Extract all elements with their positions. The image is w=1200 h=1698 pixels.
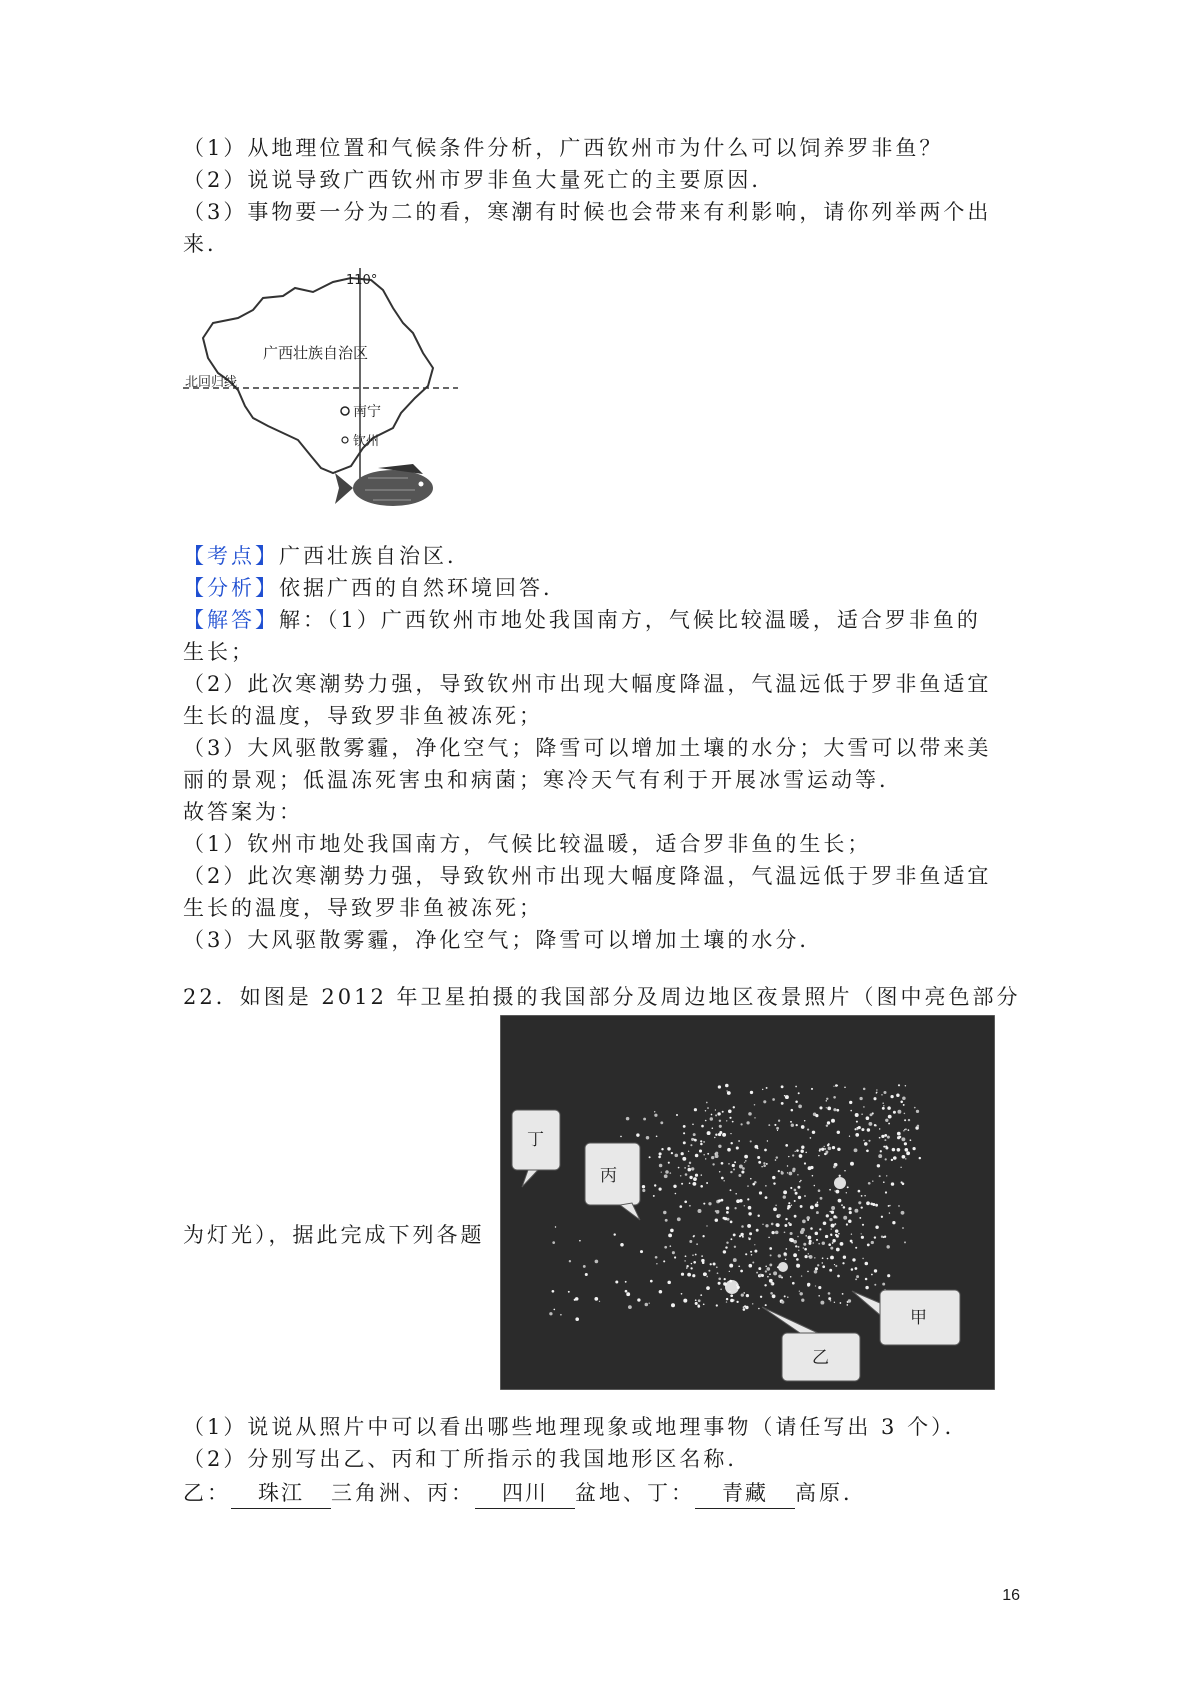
kaodian-label: 【考点】 [183, 544, 279, 568]
nanning-label: 南宁 [353, 404, 381, 420]
svg-text:丁: 丁 [527, 1130, 544, 1150]
answer-line3: 生长的温度，导致罗非鱼被冻死； [183, 896, 543, 920]
guangxi-outline [203, 278, 433, 473]
bing-suffix: 盆地、丁： [575, 1481, 695, 1505]
bing-answer-blank: 四川 [475, 1478, 575, 1509]
jieda-line2: 生长； [183, 640, 255, 664]
jieda-line6: 丽的景观；低温冻死害虫和病菌；寒冷天气有利于开展冰雪运动等． [183, 768, 903, 792]
kaodian-line [183, 541, 1023, 571]
answer-line4: （3）大风驱散雾霾，净化空气；降雪可以增加土壤的水分． [183, 928, 824, 952]
answer-line1: （1）钦州市地处我国南方，气候比较温暖，适合罗非鱼的生长； [183, 832, 872, 856]
svg-text:乙: 乙 [812, 1348, 829, 1368]
q21-sub3-line2: 来． [183, 232, 231, 256]
jieda-line3: （2）此次寒潮势力强，导致钦州市出现大幅度降温，气温远低于罗非鱼适宜 [183, 672, 992, 696]
jieda-line4: 生长的温度，导致罗非鱼被冻死； [183, 704, 543, 728]
q22-stem-line1: 22．如图是 2012 年卫星拍摄的我国部分及周边地区夜景照片（图中亮色部分 [183, 985, 1021, 1009]
qinzhou-label: 钦州 [353, 434, 380, 449]
jieda-text-1: 解：（1）广西钦州市地处我国南方，气候比较温暖，适合罗非鱼的 [279, 608, 981, 632]
q22-sub1: （1）说说从照片中可以看出哪些地理现象或地理事物（请任写出 3 个）． [183, 1415, 969, 1439]
q22-sub2: （2）分别写出乙、丙和丁所指示的我国地形区名称． [183, 1447, 752, 1471]
answer-line2: （2）此次寒潮势力强，导致钦州市出现大幅度降温，气温远低于罗非鱼适宜 [183, 864, 992, 888]
satellite-night-photo [500, 1015, 995, 1390]
fenxi-label: 【分析】 [183, 576, 279, 600]
ding-suffix: 高原． [795, 1481, 867, 1505]
q22-fill-line [183, 1478, 1023, 1509]
page-number: 16 [1002, 1587, 1020, 1604]
ding-answer-blank: 青藏 [695, 1478, 795, 1509]
guangxi-map-figure [183, 268, 458, 530]
q21-sub2: （2）说说导致广西钦州市罗非鱼大量死亡的主要原因． [183, 168, 776, 192]
jieda-label: 【解答】 [183, 608, 279, 632]
tilapia-fish-icon [335, 464, 433, 506]
tropic-label: 北回归线 [185, 375, 238, 390]
fenxi-text: 依据广西的自然环境回答． [279, 576, 567, 600]
answer-intro: 故答案为： [183, 800, 303, 824]
jieda-line5: （3）大风驱散雾霾，净化空气；降雪可以增加土壤的水分；大雪可以带来美 [183, 736, 992, 760]
yi-answer-blank: 珠江 [231, 1478, 331, 1509]
yi-suffix: 三角洲、丙： [331, 1481, 475, 1505]
svg-text:甲: 甲 [910, 1308, 927, 1328]
jieda-line1 [183, 605, 1023, 635]
q22-stem-line2: 为灯光），据此完成下列各题 [183, 1223, 485, 1247]
q21-sub1: （1）从地理位置和气候条件分析，广西钦州市为什么可以饲养罗非鱼？ [183, 136, 944, 160]
q21-sub3-line1: （3）事物要一分为二的看，寒潮有时候也会带来有利影响，请你列举两个出 [183, 200, 992, 224]
kaodian-text: 广西壮族自治区． [279, 544, 471, 568]
longitude-label: 110° [346, 273, 378, 288]
fenxi-line [183, 573, 1023, 603]
svg-text:丙: 丙 [600, 1166, 617, 1186]
yi-prefix: 乙： [183, 1481, 231, 1505]
region-label: 广西壮族自治区 [263, 344, 369, 362]
